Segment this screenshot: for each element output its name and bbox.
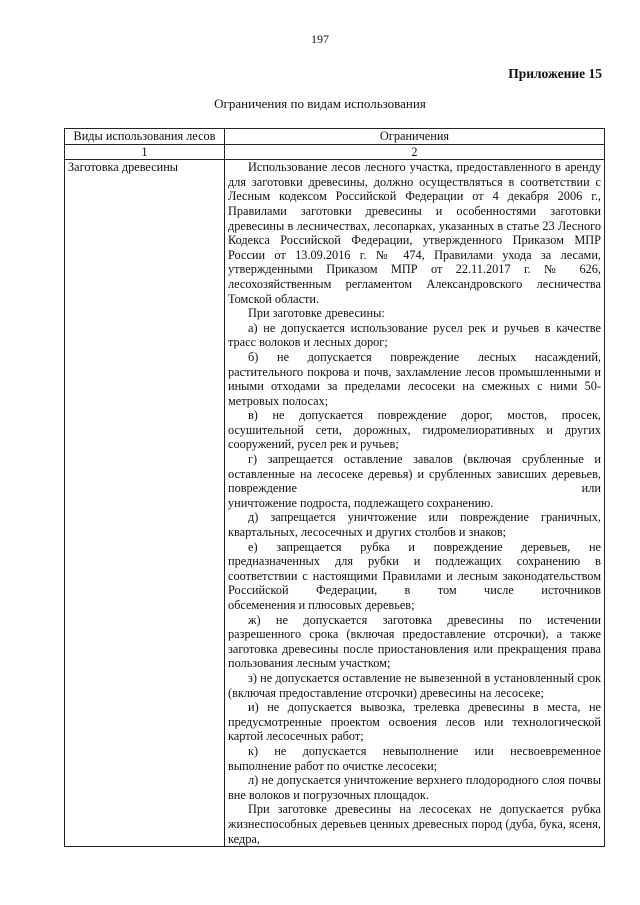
paragraph-item-g: г) запрещается оставление завалов (включая срубленные и оставленные на лесосеке деревья) и срубленных зависших деревьев, повреждение или xyxy=(228,452,601,496)
paragraph-item-b: б) не допускается повреждение лесных насаждений, растительного покрова и почв, захламление лесов промышленными и иными отходами за пределами лесосеки на смежных с ними 50-метровых полосах; xyxy=(228,349,601,408)
header-use-type: Виды использования лесов xyxy=(65,129,225,145)
use-type-cell: Заготовка древесины xyxy=(65,160,225,847)
restrictions-cell xyxy=(225,160,605,847)
header-restrictions: Ограничения xyxy=(225,129,605,145)
paragraph-item-z: з) не допускается оставление не вывезенной в установленный срок (включая предоставление отсрочки) древесины на лесосеке; xyxy=(228,670,601,700)
paragraph-item-k: к) не допускается невыполнение или несвоевременное выполнение работ по очистке лесосеки; xyxy=(228,743,601,773)
paragraph-item-i: и) не допускается вывозка, трелевка древесины в места, не предусмотренные проектом освоения лесов или технологической картой лесосечных работ; xyxy=(228,700,601,744)
paragraph-valuable-species: При заготовке древесины на лесосеках не допускается рубка жизнеспособных деревьев ценных древесных пород (дуба, бука, ясеня, кедра, xyxy=(228,802,601,846)
paragraph-item-zh: ж) не допускается заготовка древесины по истечении разрешенного срока (включая предоставление отсрочки), а также заготовка древесины после приостановления или прекращения права пользования лесным участком; xyxy=(228,612,601,671)
table-header-row xyxy=(65,129,605,145)
paragraph-item-g-cont: уничтожение подроста, подлежащего сохранению. xyxy=(228,495,494,510)
page-number: 197 xyxy=(311,32,329,46)
table-row xyxy=(65,160,605,847)
paragraph-item-e-cont: обсеменения и плюсовых деревьев; xyxy=(228,598,415,612)
appendix-label: Приложение 15 xyxy=(508,66,602,81)
paragraph-item-l: л) не допускается уничтожение верхнего плодородного слоя почвы вне волоков и погрузочных площадок. xyxy=(228,773,601,802)
paragraph-item-v: в) не допускается повреждение дорог, мостов, просек, осушительной сети, дорожных, гидромелиоративных и других сооружений, русел рек и ручьев; xyxy=(228,408,601,452)
paragraph-item-d: д) запрещается уничтожение или повреждение граничных, квартальных, лесосечных и других столбов и знаков; xyxy=(228,510,601,540)
column-number-2: 2 xyxy=(225,144,605,160)
paragraph-lead: При заготовке древесины: xyxy=(248,306,385,321)
column-number-row xyxy=(65,144,605,160)
column-number-1: 1 xyxy=(65,144,225,160)
paragraph-item-a: а) не допускается использование русел рек и ручьев в качестве трасс волоков и лесных дорог; xyxy=(228,320,601,350)
paragraph-intro: Использование лесов лесного участка, предоставленного в аренду для заготовки древесины, должно осуществляться в соответствии с Лесным кодексом Российской Федерации от 4 декабря 2006 г., Правилами заготовки древесины и особенностями заготовки древесины в лесничествах, лесопарках, указанных в статье 23 Лесного Кодекса Российской Федерации, утвержденного Приказом МПР России от 13.09.2016 г. № 474, Правилами ухода за лесами, утвержденными Приказом МПР от 22.11.2017 г. № 626, лесохозяйственным регламентом Александровского лесничества Томской области. xyxy=(228,160,601,306)
document-title: Ограничения по видам использования xyxy=(214,96,426,111)
restrictions-table xyxy=(64,128,605,847)
paragraph-item-e: е) запрещается рубка и повреждение деревьев, не предназначенных для рубки и подлежащих сохранению в соответствии с настоящими Правилами и лесным законодательством Российской Федерации, в том числе источников xyxy=(228,539,601,598)
